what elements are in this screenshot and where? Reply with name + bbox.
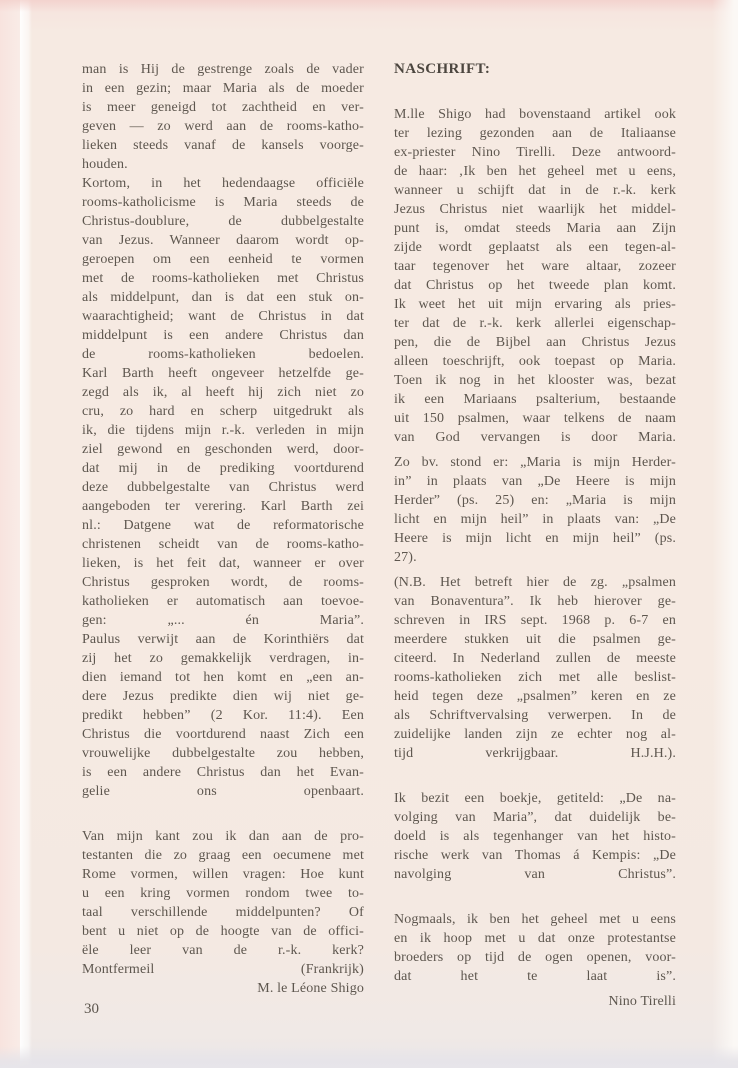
text-line: houden. <box>82 157 128 172</box>
text-line: als Schriftvervalsing verwerpen. In de <box>394 708 676 723</box>
scan-edge-bottom <box>0 1046 738 1068</box>
text-line: man is Hij de gestrenge zoals de vader <box>82 62 364 77</box>
text-line: geven — zo werd aan de rooms-katho- <box>82 119 364 134</box>
text-line: Nogmaals, ik ben het geheel met u eens <box>394 912 676 927</box>
paragraph <box>394 789 676 884</box>
text-line: Heere is mijn licht en mijn heil” (ps. <box>394 531 676 546</box>
text-line: vrouwelijke dubbelgestalte zou hebben, <box>82 746 364 761</box>
signature <box>82 979 364 998</box>
text-line: deze dubbelgestalte van Christus werd <box>82 480 364 495</box>
text-line: M.lle Shigo had bovenstaand artikel ook <box>394 107 676 122</box>
text-line: in” in plaats van „De Heere is mijn <box>394 474 676 489</box>
text-line: dat Christus op het tweede plan komt. <box>394 278 676 293</box>
text-line: wanneer u schijft dat in de r.-k. kerk <box>394 183 676 198</box>
text-line: licht en mijn heil” in plaats van: „De <box>394 512 676 527</box>
text-line: ik, die tijdens mijn r.-k. verleden in mijn <box>82 423 364 438</box>
text-line: ter dat de r.-k. kerk allerlei eigenschap- <box>394 316 676 331</box>
text-line: M. le Léone Shigo <box>257 981 364 996</box>
signature <box>394 992 676 1011</box>
left-column <box>82 60 364 998</box>
text-line: Zo bv. stond er: „Maria is mijn Herder- <box>394 455 676 470</box>
scan-edge-left <box>0 0 20 1068</box>
text-line: volging van Maria”, dat duidelijk be- <box>394 810 676 825</box>
text-line: rooms-katholicisme is Maria steeds de <box>82 195 364 210</box>
text-line: Ik bezit een boekje, getiteld: „De na- <box>394 791 676 806</box>
text-line: alleen toeschrijft, ook toepast op Maria. <box>394 354 676 369</box>
text-line: navolging van Christus”. <box>394 867 676 882</box>
section-heading: NASCHRIFT: <box>394 61 491 77</box>
text-line: christenen scheidt van de rooms-katho- <box>82 537 364 552</box>
text-line: lieken steeds vanaf de kansels voorge- <box>82 138 364 153</box>
text-line: gelie ons openbaart. <box>82 784 364 799</box>
text-line: taal verschillende middelpunten? Of <box>82 905 364 920</box>
text-line: met de rooms-katholieken met Christus <box>82 271 364 286</box>
paragraph <box>82 364 364 630</box>
right-column <box>394 60 676 1011</box>
text-line: van God vervangen is door Maria. <box>394 430 676 445</box>
text-line: Van mijn kant zou ik dan aan de pro- <box>82 829 364 844</box>
left-column-paragraphs <box>82 60 364 998</box>
text-line: is een andere Christus dan het Evan- <box>82 765 364 780</box>
right-column-paragraphs <box>394 105 676 1011</box>
text-line: heid tegen deze „psalmen” keren en ze <box>394 689 676 704</box>
paragraph <box>394 910 676 986</box>
text-line: ziel gewond en geschonden werd, door- <box>82 442 364 457</box>
text-line: uit 150 psalmen, waar telkens de naam <box>394 411 676 426</box>
text-line: Ik weet het uit mijn ervaring als pries- <box>394 297 676 312</box>
text-line: Christus die voortdurend naast Zich een <box>82 727 364 742</box>
text-line: Herder” (ps. 25) en: „Maria is mijn <box>394 493 676 508</box>
text-line: in een gezin; maar Maria als de moeder <box>82 81 364 96</box>
text-line: (N.B. Het betreft hier de zg. „psalmen <box>394 575 676 590</box>
text-line: geroepen om een eenheid te vormen <box>82 252 364 267</box>
text-line: taar tegenover het ware altaar, zozeer <box>394 259 676 274</box>
paragraph <box>82 60 364 174</box>
text-line: lieken, is het feit dat, wanneer er over <box>82 556 364 571</box>
text-line: Montfermeil (Frankrijk) <box>82 962 364 977</box>
text-line: Karl Barth heeft ongeveer hetzelfde ge- <box>82 366 364 381</box>
scan-edge-right <box>712 0 738 1068</box>
text-line: cru, zo hard en scherp uitgedrukt als <box>82 404 364 419</box>
text-line: is meer geneigd tot zachtheid en ver- <box>82 100 364 115</box>
paragraph <box>394 453 676 567</box>
text-line: ter lezing gezonden aan de Italiaanse <box>394 126 676 141</box>
text-line: bent u niet op de hoogte van de offici- <box>82 924 364 939</box>
scan-page-edge-highlight <box>20 0 32 1068</box>
text-line: katholieken er automatisch aan toevoe- <box>82 594 364 609</box>
text-line: Toen ik nog in het klooster was, bezat <box>394 373 676 388</box>
text-line: Christus-doublure, de dubbelgestalte <box>82 214 364 229</box>
text-line: pen, die de Bijbel aan Christus Jezus <box>394 335 676 350</box>
text-line: zuidelijke landen zijn ze echter nog al- <box>394 727 676 742</box>
text-line: nl.: Datgene wat de reformatorische <box>82 518 364 533</box>
text-line: ële leer van de r.-k. kerk? <box>82 943 364 958</box>
text-line: dere Jezus predikte dien wij niet ge- <box>82 689 364 704</box>
text-line: citeerd. In Nederland zullen de meeste <box>394 651 676 666</box>
text-line: Paulus verwijt aan de Korinthiërs dat <box>82 632 364 647</box>
text-line: broeders op tijd de ogen openen, voor- <box>394 950 676 965</box>
text-line: Rome vormen, willen vragen: Hoe kunt <box>82 867 364 882</box>
text-line: van Jezus. Wanneer daarom wordt op- <box>82 233 364 248</box>
text-line: en ik hoop met u dat onze protestantse <box>394 931 676 946</box>
text-line: de rooms-katholieken bedoelen. <box>82 347 364 362</box>
text-line: Christus gesproken wordt, de rooms- <box>82 575 364 590</box>
text-line: van Bonaventura”. Ik heb hierover ge- <box>394 594 676 609</box>
text-line: gen: „... én Maria”. <box>82 613 364 628</box>
paragraph <box>394 573 676 763</box>
text-line: ex-priester Nino Tirelli. Deze antwoord- <box>394 145 676 160</box>
text-line: als middelpunt, dan is dat een stuk on- <box>82 290 364 305</box>
text-line: Jezus Christus niet waarlijk het middel- <box>394 202 676 217</box>
text-line: middelpunt is een andere Christus dan <box>82 328 364 343</box>
text-line: 27). <box>394 550 417 565</box>
paragraph <box>82 630 364 801</box>
scan-edge-top <box>0 0 738 12</box>
text-line: dat mij in de prediking voortdurend <box>82 461 364 476</box>
text-line: u een kring vormen rondom twee to- <box>82 886 364 901</box>
text-line: testanten die zo graag een oecumene met <box>82 848 364 863</box>
text-line: tijd verkrijgbaar. H.J.H.). <box>394 746 676 761</box>
text-line: rische werk van Thomas á Kempis: „De <box>394 848 676 863</box>
text-line: rooms-katholieken zich met alle beslist- <box>394 670 676 685</box>
page-number: 30 <box>84 1001 99 1017</box>
text-line: meerdere stukken uit die psalmen ge- <box>394 632 676 647</box>
paragraph <box>82 174 364 364</box>
text-line: schreven in IRS sept. 1968 p. 6-7 en <box>394 613 676 628</box>
text-line: dien iemand tot hen komt en „een an- <box>82 670 364 685</box>
text-line: zij het zo gemakkelijk verdragen, in- <box>82 651 364 666</box>
text-line: Kortom, in het hedendaagse officiële <box>82 176 364 191</box>
paragraph <box>394 105 676 447</box>
text-line: zegd als ik, al heeft hij zich niet zo <box>82 385 364 400</box>
text-line: aangeboden ter verering. Karl Barth zei <box>82 499 364 514</box>
text-line: doeld is als tegenhanger van het histo- <box>394 829 676 844</box>
text-line: predikt hebben” (2 Kor. 11:4). Een <box>82 708 364 723</box>
text-line: waarachtigheid; want de Christus in dat <box>82 309 364 324</box>
text-line: Nino Tirelli <box>608 994 676 1009</box>
text-line: zijde wordt geplaatst als een tegen-al- <box>394 240 676 255</box>
text-line: dat het te laat is”. <box>394 969 676 984</box>
text-line: punt is, omdat steeds Maria aan Zijn <box>394 221 676 236</box>
text-line: de haar: ‚Ik ben het geheel met u eens, <box>394 164 676 179</box>
paragraph <box>82 827 364 979</box>
text-line: ik een Mariaans psalterium, bestaande <box>394 392 676 407</box>
